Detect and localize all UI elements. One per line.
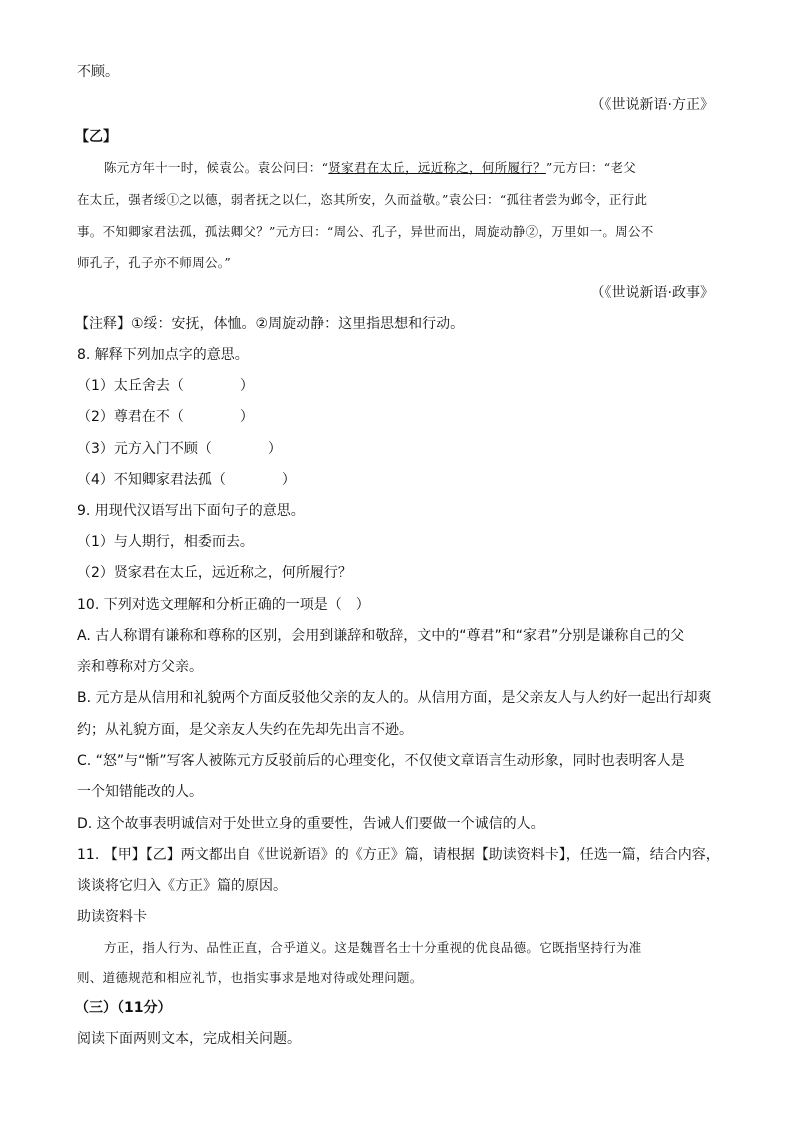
question-8-item-1: （1）太丘舍去（ ） (77, 378, 254, 394)
question-10-option-a-line-1: A. 古人称谓有谦称和尊称的区别，会用到谦辞和敬辞，文中的“尊君”和“家君”分别是谦称自己的父 (77, 628, 685, 644)
question-9-item-2: （2）贤家君在太丘，远近称之，何所履行？ (77, 565, 352, 581)
question-11-line-1: 11. 【甲】【乙】两文都出自《世说新语》的《方正》篇，请根据【助读资料卡】，任选一篇，结合内容， (77, 847, 720, 863)
question-10-option-a-line-2: 亲和尊称对方父亲。 (77, 659, 203, 675)
reading-card-line-1: 方正，指人行为、品性正直，合乎道义。这是魏晋名士十分重视的优良品德。它既指坚持行为准 (104, 940, 642, 955)
passage-yi-line-1-pre: 陈元方年十一时，候袁公。袁公问曰：“ (104, 160, 329, 175)
reading-card-line-2: 则、道德规范和相应礼节，也指实事求是地对待或处理问题。 (77, 970, 423, 985)
question-10-option-d: D. 这个故事表明诚信对于处世立身的重要性，告诫人们要做一个诚信的人。 (77, 816, 545, 832)
section-3-heading: （三）（11分） (75, 1000, 172, 1016)
passage-yi-line-1 (104, 158, 744, 178)
question-10-option-c-line-1: C. “怒”与“惭”写客人被陈元方反驳前后的心理变化，不仅使文章语言生动形象，同时也表明客人是 (77, 753, 685, 769)
question-9-title: 9. 用现代汉语写出下面句子的意思。 (77, 503, 305, 519)
passage-yi-line-4: 师孔子，孔子亦不师周公。” (77, 255, 232, 270)
passage-yi-line-1-post: ”元方曰：“老父 (545, 160, 637, 175)
question-8-item-4: （4）不知卿家君法孤（ ） (77, 472, 296, 488)
question-10-option-b-line-2: 约；从礼貌方面，是父亲友人失约在先却先出言不逊。 (77, 722, 413, 738)
question-9-item-1: （1）与人期行，相委而去。 (77, 534, 254, 550)
source-citation-fangzheng: （《世说新语·方正》 (590, 97, 714, 113)
question-10-option-b-line-1: B. 元方是从信用和礼貌两个方面反驳他父亲的友人的。从信用方面，是父亲友人与人约好一起出行却爽 (77, 690, 712, 706)
underlined-sentence: 贤家君在太丘，远近称之，何所履行？ (328, 160, 546, 175)
question-8-title: 8. 解释下列加点字的意思。 (77, 347, 249, 363)
section-3-intro: 阅读下面两则文本，完成相关问题。 (77, 1031, 301, 1047)
passage-yi-line-3: 事。不知卿家君法孤，孤法卿父？”元方曰：“周公、孔子，异世而出，周旋动静②，万里如一。周公不 (77, 224, 654, 239)
question-10-option-c-line-2: 一个知错能改的人。 (77, 784, 203, 800)
passage-yi-line-2: 在太丘，强者绥①之以德，弱者抚之以仁，恣其所安，久而益敬。”袁公曰：“孤往者尝为邺令，正行此 (77, 192, 648, 207)
question-8-item-2: （2）尊君在不（ ） (77, 409, 254, 425)
reading-card-title: 助读资料卡 (77, 909, 147, 925)
passage-jia-ending: 不顾。 (77, 64, 119, 80)
question-8-item-3: （3）元方入门不顾（ ） (77, 441, 282, 457)
annotation-notes: 【注释】①绥：安抚，体恤。②周旋动静：这里指思想和行动。 (75, 316, 465, 332)
source-citation-zhengshi: （《世说新语·政事》 (590, 285, 714, 301)
question-10-title: 10. 下列对选文理解和分析正确的一项是（ ） (77, 597, 370, 613)
passage-yi-label: 【乙】 (75, 129, 117, 145)
question-11-line-2: 谈谈将它归入《方正》篇的原因。 (77, 878, 287, 894)
